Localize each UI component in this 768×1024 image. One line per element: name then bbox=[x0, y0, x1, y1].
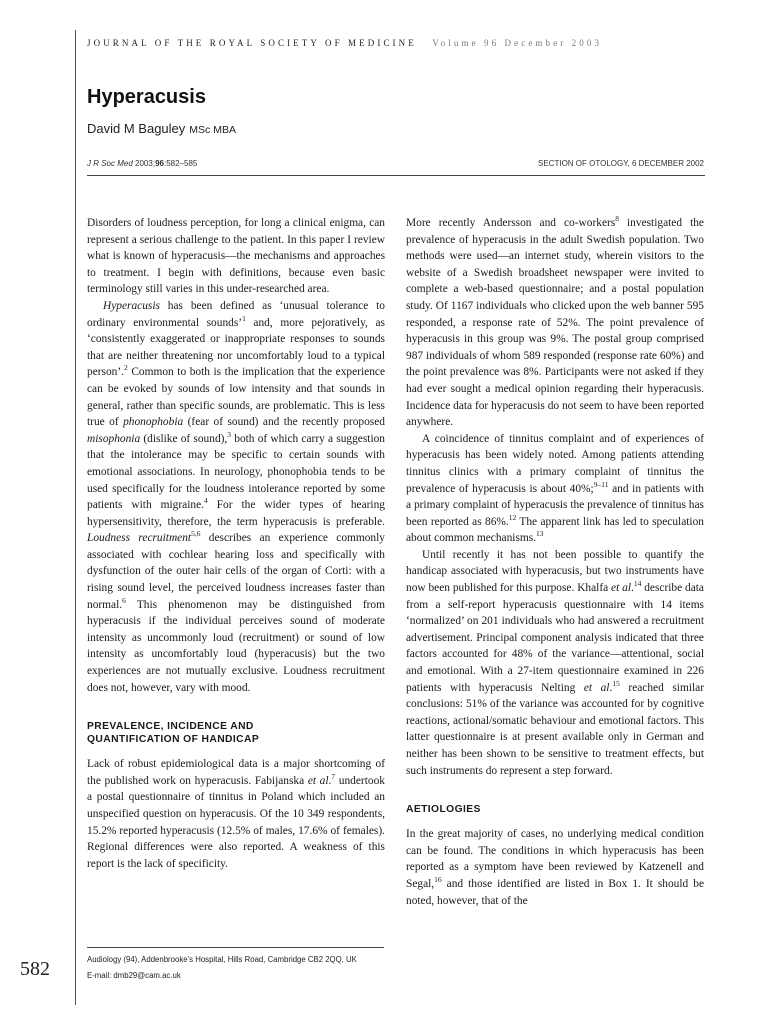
journal-name: JOURNAL OF THE ROYAL SOCIETY OF MEDICINE bbox=[87, 38, 417, 48]
page-number: 582 bbox=[20, 958, 50, 980]
footnote bbox=[87, 952, 387, 984]
citation-journal: J R Soc Med bbox=[87, 159, 133, 168]
right-column bbox=[406, 215, 704, 909]
citation-year: 2003; bbox=[135, 159, 156, 168]
paragraph: More recently Andersson and co-workers$^8$ investigated the prevalence of hyperacusis in the adult Swedish population. Two methods were used—an internet study, wherein visitors to the website of a Swedish broadsheet newspaper were invited to complete a web-based questionnaire; and a postal population study. Of 1167 individuals who clicked upon the web banner 595 responded, a response rate of 52%. The point prevalence of hyperacusis in this group was 9%. The postal group comprised 987 individuals of whom 589 responded (response rate 60%) and the point prevalence was 8%. Participants were not asked if they had ever sought a medical opinion regarding their hyperacusis. Incidence data for hyperacusis do not seem to have been reported anywhere. bbox=[406, 214, 704, 429]
running-head bbox=[87, 38, 727, 48]
paragraph: Disorders of loudness perception, for long a clinical enigma, can represent a serious challenge to the patient. In this paper I review what is known of hyperacusis—the mechanisms and approaches to treatment. I begin with definitions, because even basic terminology still varies in this under-researched area. bbox=[87, 217, 385, 296]
paragraph: A coincidence of tinnitus complaint and of experiences of hyperacusis has been widely noted. Among patients attending tinnitus clinics with a primary complaint of tinnitus the prevalence of hyperacusis is about 40%;$^{9-11}$ and in patients with a primary complaint of hyperacusis the prevalence of tinnitus has been reported as 86%.$^{12}$ The apparent link has led to speculation about common mechanisms.$^{13}$ bbox=[406, 432, 704, 545]
citation-pages: :582–585 bbox=[163, 159, 198, 168]
citation bbox=[87, 159, 197, 168]
margin-rule bbox=[75, 30, 76, 1005]
author-degrees: MSc MBA bbox=[189, 124, 236, 136]
email: E-mail: dmb29@cam.ac.uk bbox=[87, 971, 181, 980]
section-label: SECTION OF OTOLOGY, 6 DECEMBER 2002 bbox=[538, 159, 704, 168]
paragraph: Hyperacusis has been defined as ‘unusual tolerance to ordinary environmental sounds’$^1$ and, more pejoratively, as ‘consistently exaggerated or inappropriate responses to sounds that are neither threatening nor uncomfortably loud to a typical person’.$^2$ Common to both is the implication that the experience can be evoked by sounds of low intensity and that sounds in general, rather than specific sounds, are problematic. This is less true of phonophobia (fear of sound) and the recently proposed misophonia (dislike of sound),$^3$ both of which carry a suggestion that the intolerance may be specific to certain sounds with emotional associations. In neurology, phonophobia tends to be used specifically for the loudness intolerance reported by some patients with migraine.$^4$ For the wider types of hearing hypersensitivity, therefore, the term hyperacusis is preferable. Loudness recruitment$^{5,6}$ describes an experience commonly associated with cochlear hearing loss and specifically with dysfunction of the outer hair cells of the organ of Corti: with a rising sound level, the perceived loudness increases faster than normal.$^6$ This phenomenon may be distinguished from hyperacusis if the individual perceives sound of moderate intensity as uncommonly loud (recruitment) or sound of low intensity as uncomfortably loud (hyperacusis) but the two experiences are not mutually exclusive. Loudness recruitment does not, however, vary with mood. bbox=[87, 299, 385, 694]
author-name: David M Baguley bbox=[87, 121, 186, 136]
affiliation: Audiology (94), Addenbrooke’s Hospital, Hills Road, Cambridge CB2 2QQ, UK bbox=[87, 955, 357, 964]
paragraph: In the great majority of cases, no underlying medical condition can be found. The conditions in which hyperacusis has been reported as a symptom have been reviewed by Katzenell and Segal,$^{16}$ and those identified are listed in Box 1. It should be noted, however, that of the bbox=[406, 828, 704, 907]
volume-date: Volume 96 December 2003 bbox=[432, 38, 603, 48]
section-heading: AETIOLOGIES bbox=[406, 804, 481, 816]
section-heading: PREVALENCE, INCIDENCE AND QUANTIFICATION OF HANDICAP bbox=[87, 721, 260, 746]
paragraph: Lack of robust epidemiological data is a major shortcoming of the published work on hyperacusis. Fabijanska et al.$^7$ undertook a postal questionnaire of tinnitus in Poland which included an unspecified question on hyperacusis. Of the 10 349 respondents, 15.2% reported hyperacusis (12.5% of males, 17.6% of females). Regional differences were also reported. A weakness of this report is the lack of specificity. bbox=[87, 758, 385, 870]
left-column bbox=[87, 215, 385, 872]
paragraph: Until recently it has not been possible to quantify the handicap associated with hyperacusis, but two instruments have now been published for this purpose. Khalfa et al.$^{14}$ describe data from a self-report hyperacusis questionnaire with 14 items ‘normalized’ on 201 individuals who had answered a recruitment advertisement. Principal component analysis indicated that three factors accounted for 48% of the variance—attentional, social and emotional. With a 27-item questionnaire examined in 226 patients with hyperacusis Nelting et al.$^{15}$ reached similar conclusions: 51% of the variance was accounted for by cognitive reactions, actional/somatic behaviour and emotional factors. This latter questionnaire is at present available only in German and neither has been shown to be sensitive to treatment effects, but such instruments do represent a step forward. bbox=[406, 548, 704, 777]
article-title: Hyperacusis bbox=[87, 86, 206, 108]
footnote-rule bbox=[87, 947, 384, 948]
author-line bbox=[87, 121, 236, 136]
citation-row bbox=[87, 159, 704, 168]
citation-volume: 96 bbox=[155, 159, 164, 168]
header-rule bbox=[87, 175, 705, 176]
